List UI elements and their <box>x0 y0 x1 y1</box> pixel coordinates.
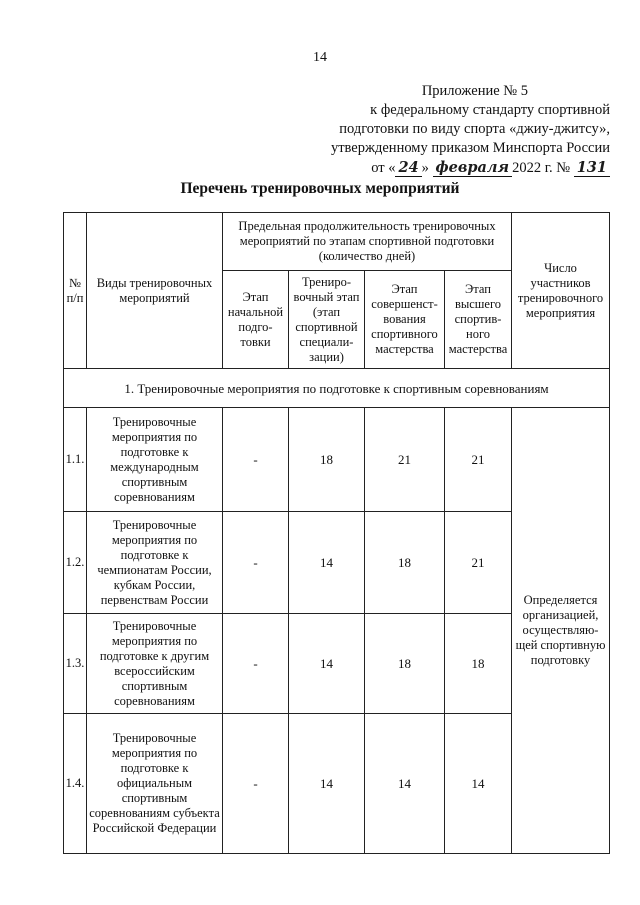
row-number: 1.4. <box>64 714 87 854</box>
annex-line-1: к федеральному стандарту спортивной <box>370 102 610 118</box>
row-improve: 18 <box>365 614 445 714</box>
order-number: 131 <box>574 159 610 177</box>
row-name: Тренировочные мероприятия по подготовке к официальным спортивным соревнованиям субъекта Российской Федерации <box>87 714 223 854</box>
header-num: № п/п <box>64 213 87 369</box>
header-stage-improve: Этап совершенст-вования спортивного мастерства <box>365 271 445 369</box>
row-number: 1.3. <box>64 614 87 714</box>
header-stage-initial: Этап начальной подго-товки <box>223 271 289 369</box>
header-duration: Предельная продолжительность тренировочных мероприятий по этапам спортивной подготовки (количество дней) <box>223 213 512 271</box>
document-title: Перечень тренировочных мероприятий <box>180 180 460 197</box>
annex-line-2: подготовки по виду спорта «джиу-джитсу», <box>339 121 610 137</box>
row-name: Тренировочные мероприятия по подготовке к чемпионатам России, кубкам России, первенствам России <box>87 512 223 614</box>
row-name: Тренировочные мероприятия по подготовке к другим всероссийским спортивным соревнованиям <box>87 614 223 714</box>
annex-line-3: утвержденному приказом Минспорта России <box>330 140 610 156</box>
section-title: 1. Тренировочные мероприятия по подготовке к спортивным соревнованиям <box>64 369 610 408</box>
row-higher: 18 <box>445 614 512 714</box>
date-day: 24 <box>395 159 421 177</box>
row-training: 14 <box>289 512 365 614</box>
date-prefix: от « <box>371 160 396 176</box>
row-improve: 21 <box>365 408 445 512</box>
row-initial: - <box>223 714 289 854</box>
row-higher: 21 <box>445 408 512 512</box>
header-kinds: Виды тренировочных мероприятий <box>87 213 223 369</box>
row-name: Тренировочные мероприятия по подготовке к международным спортивным соревнованиям <box>87 408 223 512</box>
section-row <box>64 369 610 408</box>
row-training: 18 <box>289 408 365 512</box>
row-training: 14 <box>289 614 365 714</box>
row-higher: 21 <box>445 512 512 614</box>
header-stage-training: Трениро-вочный этап (этап спортивной специали-зации) <box>289 271 365 369</box>
annex-date-line <box>280 158 610 178</box>
table-row <box>64 408 610 512</box>
date-month: февраля <box>433 159 513 177</box>
date-mid: » <box>421 160 429 176</box>
row-number: 1.2. <box>64 512 87 614</box>
header-stage-higher: Этап высшего спортив-ного мастерства <box>445 271 512 369</box>
training-events-table <box>63 212 610 854</box>
row-initial: - <box>223 512 289 614</box>
annex-title: Приложение № 5 <box>421 83 528 99</box>
row-improve: 14 <box>365 714 445 854</box>
participants-note: Определяется организацией, осуществляю-щей спортивную подготовку <box>512 408 610 854</box>
row-number: 1.1. <box>64 408 87 512</box>
annex-block <box>280 82 610 178</box>
row-improve: 18 <box>365 512 445 614</box>
row-initial: - <box>223 408 289 512</box>
page-number: 14 <box>313 50 327 65</box>
row-initial: - <box>223 614 289 714</box>
header-participants: Число участников тренировочного мероприятия <box>512 213 610 369</box>
row-training: 14 <box>289 714 365 854</box>
date-year: 2022 г. № <box>512 160 571 176</box>
row-higher: 14 <box>445 714 512 854</box>
header-row-1 <box>64 213 610 271</box>
